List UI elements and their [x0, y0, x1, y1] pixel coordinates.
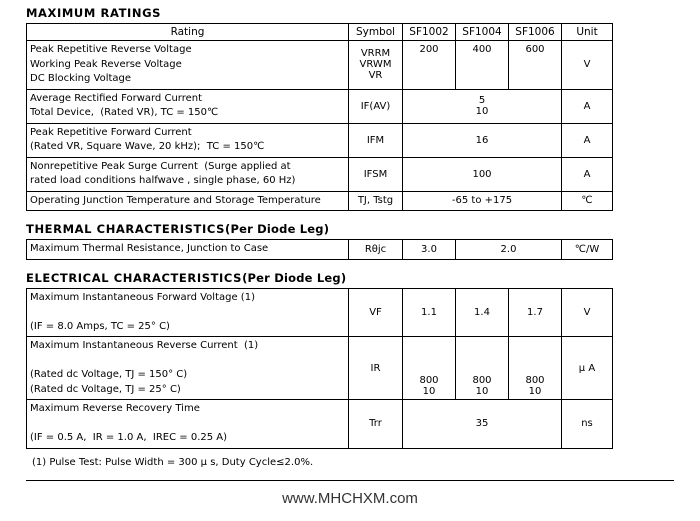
value-line: 10: [422, 386, 436, 397]
value-cell-sf1004: [456, 337, 509, 400]
column-header-sf1006: SF1006: [509, 24, 562, 41]
unit-cell: V: [562, 41, 613, 90]
column-header-rating: Rating: [27, 24, 349, 41]
rating-cell: [27, 157, 349, 191]
rating-line: Nonrepetitive Peak Surge Current (Surge applied at: [30, 160, 291, 172]
rating-line: Maximum Reverse Recovery Time: [30, 403, 200, 414]
symbol-cell: [349, 41, 403, 90]
rating-cell: [27, 41, 349, 90]
rating-line: Working Peak Reverse Voltage: [30, 58, 182, 70]
value-cell-span: 2.0: [456, 240, 562, 260]
rating-line: (Rated dc Voltage, TJ = 25° C): [30, 383, 181, 395]
electrical-title-main: ELECTRICAL CHARACTERISTICS: [26, 270, 243, 285]
rating-cell: [27, 288, 349, 337]
rating-line: rated load conditions halfwave , single phase, 60 Hz): [30, 175, 296, 186]
table-header-row: [27, 24, 613, 41]
electrical-characteristics-title: [26, 271, 674, 285]
thermal-characteristics-title: [26, 222, 674, 236]
symbol-cell: IFSM: [349, 157, 403, 191]
symbol-cell: VF: [349, 288, 403, 337]
rating-line: Maximum Instantaneous Reverse Current (1): [30, 340, 259, 351]
value-cell-sf1002: 200: [403, 41, 456, 90]
rating-line: [30, 417, 345, 432]
thermal-title-main: THERMAL CHARACTERISTICS: [26, 222, 225, 236]
value-line: 800: [472, 375, 492, 386]
rating-line: (IF = 0.5 A, IR = 1.0 A, IREC = 0.25 A): [30, 432, 228, 443]
value-line: 10: [475, 106, 489, 117]
value-cell-sf1002: [403, 337, 456, 400]
value-cell-span: 100: [403, 157, 562, 191]
value-cell-span: 16: [403, 123, 562, 157]
table-row: [27, 191, 613, 211]
symbol-cell: TJ, Tstg: [349, 191, 403, 211]
rating-line: Total Device, (Rated VR), TC = 150℃: [30, 107, 219, 118]
table-row: [27, 123, 613, 157]
value-cell-sf1004: 1.4: [456, 288, 509, 337]
maximum-ratings-table: [26, 23, 613, 211]
rating-line: Maximum Instantaneous Forward Voltage (1): [30, 291, 255, 303]
electrical-characteristics-table: [26, 288, 613, 449]
electrical-title-suffix: (Per Diode Leg): [242, 270, 347, 285]
rating-line: [30, 354, 345, 369]
value-cell-sf1006: 600: [509, 41, 562, 90]
rating-cell: [27, 123, 349, 157]
symbol-line: VRRM: [360, 48, 391, 60]
unit-cell: A: [562, 157, 613, 191]
value-cell-span: -65 to +175: [403, 191, 562, 211]
column-header-sf1004: SF1004: [456, 24, 509, 41]
value-cell-sf1006: [509, 337, 562, 400]
unit-cell: ℃/W: [562, 240, 613, 260]
rating-line: (IF = 8.0 Amps, TC = 25° C): [30, 320, 170, 332]
rating-cell: [27, 240, 349, 260]
value-cell-span: 35: [403, 400, 562, 449]
footnote: (1) Pulse Test: Pulse Width = 300 μ s, Duty Cycle≤2.0%.: [32, 456, 314, 468]
rating-line: Maximum Thermal Resistance, Junction to Case: [30, 243, 269, 254]
unit-cell: A: [562, 89, 613, 123]
value-cell-sf1004: 400: [456, 41, 509, 90]
value-line: 10: [528, 386, 542, 397]
value-line: 800: [419, 375, 439, 386]
table-row: [27, 337, 613, 400]
thermal-characteristics-table: [26, 239, 613, 260]
rating-line: Peak Repetitive Forward Current: [30, 126, 192, 138]
unit-cell: μ A: [562, 337, 613, 400]
footer-divider: [26, 480, 674, 481]
rating-line: Operating Junction Temperature and Storage Temperature: [30, 194, 321, 206]
rating-line: Peak Repetitive Reverse Voltage: [30, 44, 192, 55]
rating-cell: [27, 191, 349, 211]
rating-line: [30, 305, 345, 320]
unit-cell: ns: [562, 400, 613, 449]
table-row: [27, 400, 613, 449]
value-cell-sf1002: 1.1: [403, 288, 456, 337]
unit-cell: A: [562, 123, 613, 157]
unit-cell: ℃: [562, 191, 613, 211]
symbol-cell: IFM: [349, 123, 403, 157]
maximum-ratings-title: MAXIMUM RATINGS: [26, 6, 162, 20]
symbol-cell: Rθjc: [349, 240, 403, 260]
symbol-line: VRWM: [359, 59, 392, 71]
value-cell-sf1002: 3.0: [403, 240, 456, 260]
symbol-cell: IR: [349, 337, 403, 400]
column-header-sf1002: SF1002: [403, 24, 456, 41]
table-row: [27, 41, 613, 90]
rating-cell: [27, 337, 349, 400]
table-row: [27, 240, 613, 260]
value-line: 5: [478, 95, 486, 106]
rating-line: (Rated VR, Square Wave, 20 kHz); TC = 150℃: [30, 141, 265, 152]
rating-cell: [27, 89, 349, 123]
unit-cell: V: [562, 288, 613, 337]
rating-cell: [27, 400, 349, 449]
rating-line: (Rated dc Voltage, TJ = 150° C): [30, 369, 188, 380]
symbol-cell: Trr: [349, 400, 403, 449]
symbol-cell: IF(AV): [349, 89, 403, 123]
table-row: [27, 288, 613, 337]
value-cell-sf1006: 1.7: [509, 288, 562, 337]
value-cell-span: [403, 89, 562, 123]
page-footer: [0, 480, 700, 507]
table-row: [27, 157, 613, 191]
table-row: [27, 89, 613, 123]
value-line: 10: [475, 386, 489, 397]
rating-line: DC Blocking Voltage: [30, 73, 132, 84]
rating-line: Average Rectified Forward Current: [30, 92, 203, 104]
column-header-symbol: Symbol: [349, 24, 403, 41]
column-header-unit: Unit: [562, 24, 613, 41]
footer-url: www.MHCHXM.com: [282, 490, 418, 507]
value-line: 800: [525, 375, 545, 386]
thermal-title-suffix: (Per Diode Leg): [225, 222, 330, 236]
symbol-line: VR: [368, 70, 383, 82]
